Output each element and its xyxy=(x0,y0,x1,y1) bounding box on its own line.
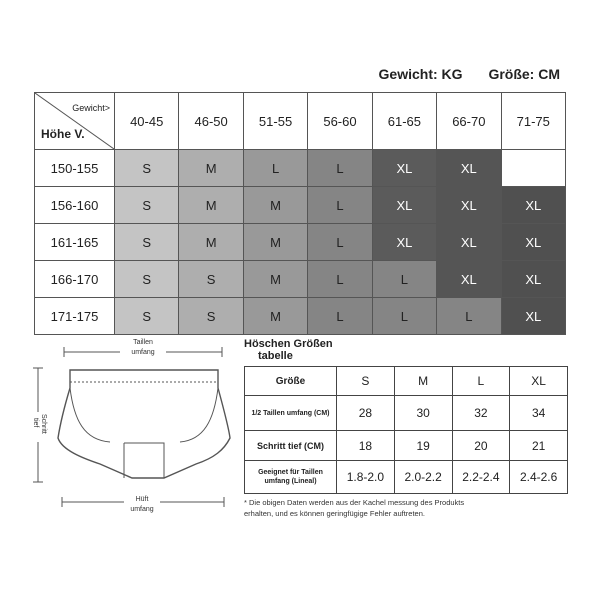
size-cell: XL xyxy=(501,224,565,261)
size-cell: XL xyxy=(372,150,436,187)
panty-size-header: Größe xyxy=(245,367,337,396)
size-cell: XL xyxy=(372,224,436,261)
panty-value: 2.4-2.6 xyxy=(510,461,568,494)
waist-label-line1: Taillen xyxy=(133,339,153,346)
size-cell: S xyxy=(179,298,243,335)
panty-size-col: S xyxy=(337,367,395,396)
panty-value: 34 xyxy=(510,396,568,431)
measurement-footnote xyxy=(244,497,544,519)
size-cell: M xyxy=(179,150,243,187)
footnote-line1: * Die obigen Daten werden aus der Kachel messung des Produkts xyxy=(244,498,465,507)
table-row xyxy=(35,187,566,224)
panty-outline xyxy=(58,370,230,478)
size-cell-empty xyxy=(501,150,565,187)
size-cell: M xyxy=(243,261,307,298)
size-cell: XL xyxy=(437,224,501,261)
panty-value: 32 xyxy=(452,396,510,431)
size-cell: L xyxy=(437,298,501,335)
size-cell: M xyxy=(179,224,243,261)
panty-value: 2.2-2.4 xyxy=(452,461,510,494)
size-cell: XL xyxy=(501,187,565,224)
panty-value: 30 xyxy=(394,396,452,431)
crotch-label-line2: tief xyxy=(32,418,39,428)
size-cell: L xyxy=(372,298,436,335)
size-cell: L xyxy=(308,224,372,261)
panty-row-label: Schritt tief (CM) xyxy=(245,431,337,461)
panty-value: 1.8-2.0 xyxy=(337,461,395,494)
size-cell: XL xyxy=(437,261,501,298)
units-header xyxy=(357,66,560,82)
corner-height-label: Höhe V. xyxy=(41,127,85,141)
size-cell: L xyxy=(308,298,372,335)
weight-header-row xyxy=(35,93,566,150)
table-row xyxy=(245,396,568,431)
waist-label-line2: umfang xyxy=(131,349,155,356)
footnote-line2: erhalten, und es können geringfügige Fehler auftreten. xyxy=(244,509,425,518)
size-cell: S xyxy=(115,150,179,187)
height-row-label: 156-160 xyxy=(35,187,115,224)
panty-header-row xyxy=(245,367,568,396)
size-cell: XL xyxy=(437,150,501,187)
panty-size-col: XL xyxy=(510,367,568,396)
size-cell: L xyxy=(243,150,307,187)
size-cell: L xyxy=(372,261,436,298)
table-row xyxy=(35,150,566,187)
height-row-label: 166-170 xyxy=(35,261,115,298)
size-cell: S xyxy=(115,187,179,224)
panty-row-label: Geeignet für Taillen umfang (Lineal) xyxy=(245,461,337,494)
size-cell: XL xyxy=(501,261,565,298)
weight-col-header: 40-45 xyxy=(115,93,179,150)
size-cell: L xyxy=(308,150,372,187)
panty-table-title xyxy=(244,338,333,362)
weight-col-header: 51-55 xyxy=(243,93,307,150)
size-cell: M xyxy=(243,298,307,335)
table-row xyxy=(35,261,566,298)
weight-col-header: 71-75 xyxy=(501,93,565,150)
size-cell: S xyxy=(115,298,179,335)
panty-value: 28 xyxy=(337,396,395,431)
height-row-label: 161-165 xyxy=(35,224,115,261)
size-chart-table xyxy=(34,92,566,335)
size-cell: S xyxy=(179,261,243,298)
size-cell: S xyxy=(115,261,179,298)
table-row xyxy=(35,298,566,335)
panty-measurement-diagram xyxy=(24,330,234,520)
panty-value: 18 xyxy=(337,431,395,461)
height-row-label: 171-175 xyxy=(35,298,115,335)
panty-size-col: L xyxy=(452,367,510,396)
crotch-label-line1: Schritt xyxy=(40,414,47,434)
corner-weight-label: Gewicht> xyxy=(72,103,110,113)
size-cell: M xyxy=(243,224,307,261)
height-row-label: 150-155 xyxy=(35,150,115,187)
size-cell: L xyxy=(308,187,372,224)
table-row xyxy=(245,431,568,461)
size-unit-label: Größe: CM xyxy=(488,66,560,82)
size-cell: S xyxy=(115,224,179,261)
panty-title-line1: Höschen Größen xyxy=(244,338,333,350)
panty-value: 2.0-2.2 xyxy=(394,461,452,494)
size-cell: M xyxy=(179,187,243,224)
panty-size-col: M xyxy=(394,367,452,396)
weight-col-header: 66-70 xyxy=(437,93,501,150)
panty-value: 21 xyxy=(510,431,568,461)
size-cell: L xyxy=(308,261,372,298)
table-row xyxy=(245,461,568,494)
weight-col-header: 46-50 xyxy=(179,93,243,150)
panty-title-line2: tabelle xyxy=(258,350,293,362)
size-cell: M xyxy=(243,187,307,224)
panty-value: 19 xyxy=(394,431,452,461)
size-cell: XL xyxy=(437,187,501,224)
weight-col-header: 56-60 xyxy=(308,93,372,150)
table-corner-cell xyxy=(35,93,115,150)
panty-value: 20 xyxy=(452,431,510,461)
panty-row-label: 1/2 Taillen umfang (CM) xyxy=(245,396,337,431)
hip-label-line1: Hüft xyxy=(135,496,149,503)
size-cell: XL xyxy=(501,298,565,335)
size-cell: XL xyxy=(372,187,436,224)
weight-col-header: 61-65 xyxy=(372,93,436,150)
panty-size-table xyxy=(244,366,568,494)
weight-unit-label: Gewicht: KG xyxy=(378,66,463,82)
table-row xyxy=(35,224,566,261)
hip-label-line2: umfang xyxy=(130,506,154,513)
